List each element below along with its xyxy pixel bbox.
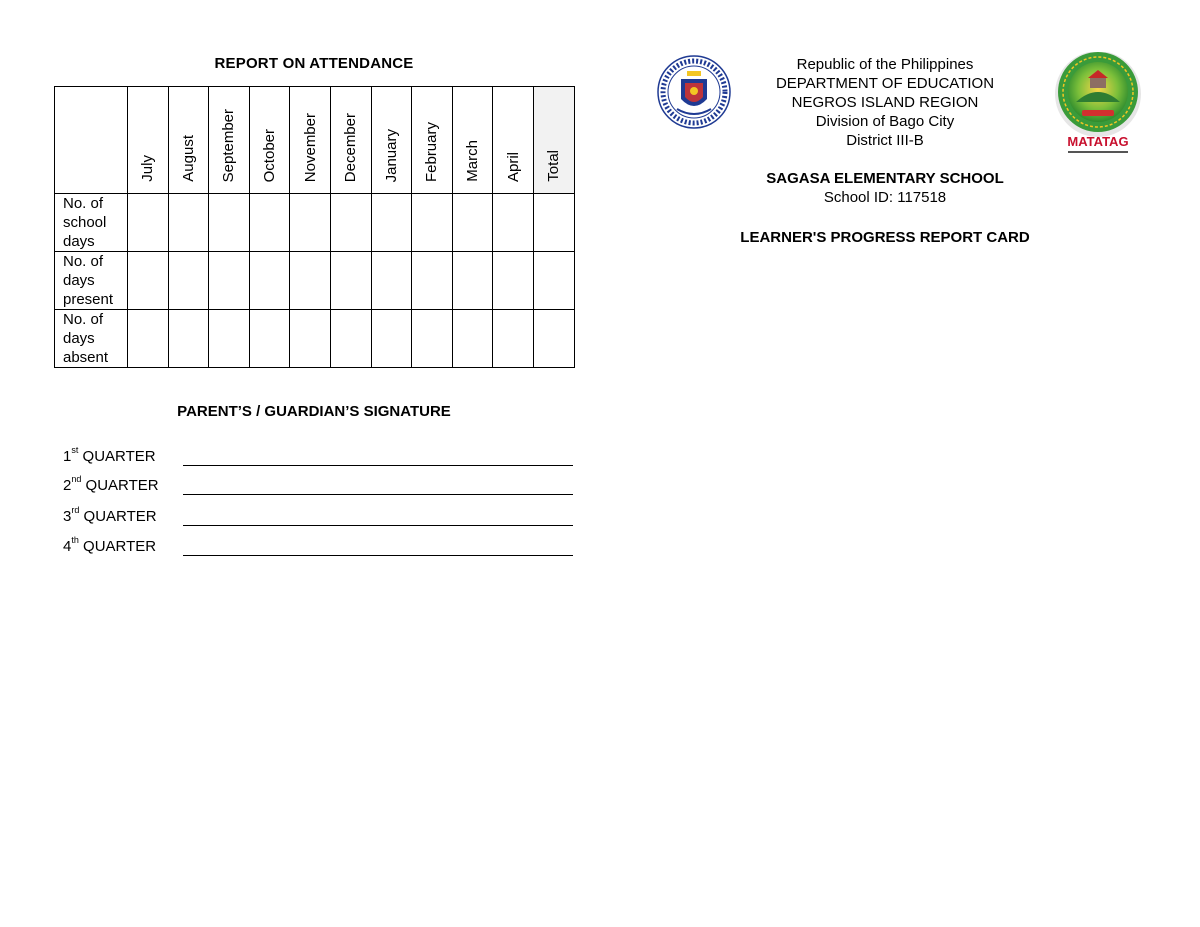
attendance-cell[interactable] [128, 194, 169, 252]
table-row [55, 194, 575, 252]
attendance-cell[interactable] [412, 194, 453, 252]
table-corner-cell [55, 87, 128, 194]
attendance-cell[interactable] [330, 194, 371, 252]
month-header: November [290, 87, 331, 194]
signature-title: PARENT’S / GUARDIAN’S SIGNATURE [177, 403, 451, 420]
school-id: School ID: 117518 [823, 189, 947, 206]
quarter-signature-row [63, 474, 573, 496]
header-district: District III-B [846, 132, 924, 149]
attendance-cell[interactable] [330, 310, 371, 368]
header-department: DEPARTMENT OF EDUCATION [775, 75, 995, 92]
attendance-cell[interactable] [533, 252, 574, 310]
month-header: March [452, 87, 493, 194]
attendance-cell[interactable] [412, 310, 453, 368]
attendance-cell[interactable] [452, 252, 493, 310]
attendance-cell[interactable] [209, 252, 250, 310]
school-name: SAGASA ELEMENTARY SCHOOL [766, 170, 1004, 187]
deped-seal-logo [657, 55, 731, 129]
month-header: February [412, 87, 453, 194]
attendance-cell[interactable] [249, 252, 290, 310]
quarter-signature-row [63, 445, 573, 467]
attendance-cell[interactable] [209, 310, 250, 368]
attendance-cell[interactable] [128, 252, 169, 310]
quarter-label: 4th QUARTER [63, 535, 157, 555]
signature-line[interactable] [183, 494, 573, 495]
attendance-cell[interactable] [533, 310, 574, 368]
attendance-cell[interactable] [412, 252, 453, 310]
attendance-cell[interactable] [290, 310, 331, 368]
month-header: October [249, 87, 290, 194]
month-header: January [371, 87, 412, 194]
month-header: July [128, 87, 169, 194]
total-header: Total [533, 87, 574, 194]
header-division: Division of Bago City [815, 113, 955, 130]
row-label-school-days: No. of school days [55, 194, 128, 252]
signature-line[interactable] [183, 465, 573, 466]
attendance-cell[interactable] [493, 310, 534, 368]
quarter-label: 3rd QUARTER [63, 505, 157, 525]
month-header: December [330, 87, 371, 194]
attendance-cell[interactable] [128, 310, 169, 368]
attendance-cell[interactable] [371, 194, 412, 252]
attendance-cell[interactable] [168, 194, 209, 252]
attendance-cell[interactable] [249, 194, 290, 252]
row-label-days-present: No. of days present [55, 252, 128, 310]
attendance-cell[interactable] [452, 194, 493, 252]
report-card-title: LEARNER'S PROGRESS REPORT CARD [740, 229, 1030, 246]
attendance-cell[interactable] [290, 252, 331, 310]
row-label-days-absent: No. of days absent [55, 310, 128, 368]
attendance-cell[interactable] [452, 310, 493, 368]
attendance-cell[interactable] [330, 252, 371, 310]
attendance-cell[interactable] [209, 194, 250, 252]
quarter-label: 2nd QUARTER [63, 474, 159, 494]
matatag-logo [1054, 52, 1142, 160]
attendance-cell[interactable] [371, 252, 412, 310]
signature-line[interactable] [183, 555, 573, 556]
header-republic: Republic of the Philippines [796, 56, 974, 73]
table-row [55, 310, 575, 368]
attendance-cell[interactable] [371, 310, 412, 368]
attendance-cell[interactable] [533, 194, 574, 252]
attendance-cell[interactable] [168, 310, 209, 368]
attendance-cell[interactable] [249, 310, 290, 368]
month-header: April [493, 87, 534, 194]
attendance-cell[interactable] [493, 252, 534, 310]
header-region: NEGROS ISLAND REGION [791, 94, 979, 111]
attendance-cell[interactable] [168, 252, 209, 310]
month-header: September [209, 87, 250, 194]
attendance-title: REPORT ON ATTENDANCE [214, 55, 414, 72]
quarter-signature-row [63, 505, 573, 527]
attendance-table [54, 86, 575, 368]
signature-line[interactable] [183, 525, 573, 526]
quarter-label: 1st QUARTER [63, 445, 156, 465]
month-header: August [168, 87, 209, 194]
table-row [55, 252, 575, 310]
attendance-cell[interactable] [290, 194, 331, 252]
attendance-header-row [55, 87, 575, 194]
svg-text:MATATAG: MATATAG [1067, 134, 1129, 149]
attendance-cell[interactable] [493, 194, 534, 252]
quarter-signature-row [63, 535, 573, 557]
